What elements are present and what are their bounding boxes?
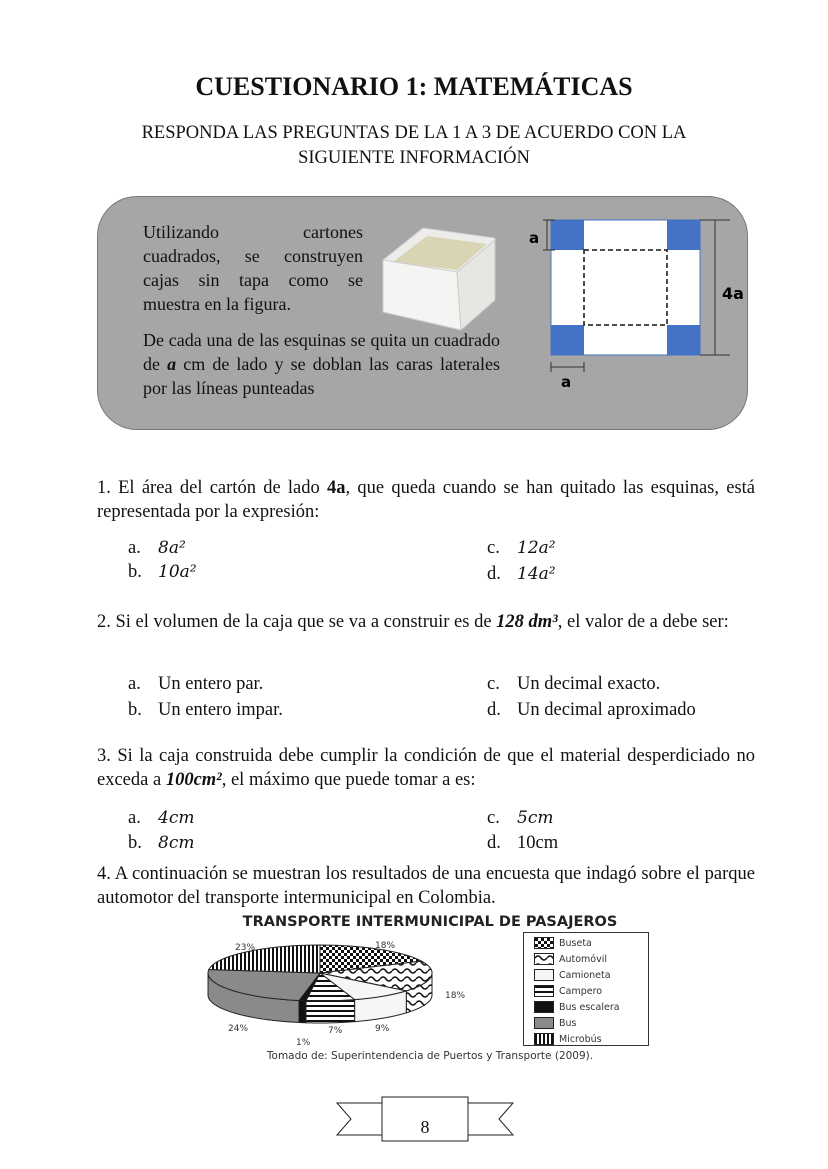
legend-label: Buseta [559, 937, 592, 949]
legend-swatch [534, 953, 554, 965]
legend-swatch [534, 1001, 554, 1013]
option-letter: a. [128, 538, 141, 558]
option-letter: d. [487, 564, 501, 584]
legend-label: Bus [559, 1017, 577, 1029]
q3-option-a[interactable] [128, 808, 194, 829]
pie-chart [200, 935, 520, 1050]
legend-label: Camioneta [559, 969, 611, 981]
legend-swatch [534, 1017, 554, 1029]
question-4: 4. A continuación se muestran los resultados de una encuesta que indagó sobre el parque automotor del transporte intermunicipal en Colombia. [97, 864, 755, 908]
legend-item [524, 983, 648, 999]
option-value: 10cm [517, 833, 559, 853]
cutout-diagram [525, 215, 755, 395]
instructions-line-2: SIGUIENTE INFORMACIÓN [298, 148, 530, 168]
option-letter: a. [128, 674, 141, 694]
legend-item [524, 967, 648, 983]
legend-label: Automóvil [559, 953, 608, 965]
q3-option-d[interactable] [487, 833, 558, 854]
label-4a: 4a [722, 284, 744, 303]
page-title: CUESTIONARIO 1: MATEMÁTICAS [195, 72, 633, 101]
option-letter: c. [487, 674, 500, 694]
pie-label-6: 23% [235, 943, 256, 953]
legend-swatch [534, 985, 554, 997]
legend-swatch [534, 969, 554, 981]
pie-label-1: 18% [445, 991, 466, 1001]
option-value: 8cm [158, 833, 195, 853]
option-value: Un decimal exacto. [517, 674, 661, 694]
instructions-line-1: RESPONDA LAS PREGUNTAS DE LA 1 A 3 DE ACUERDO CON LA [141, 123, 687, 143]
legend-label: Campero [559, 985, 603, 997]
legend-label: Microbús [559, 1033, 602, 1045]
label-a-side: a [529, 229, 540, 247]
legend-item [524, 935, 648, 951]
q2-option-b[interactable] [128, 700, 283, 721]
pie-side-3 [306, 1000, 355, 1023]
q1-option-c[interactable] [487, 538, 556, 559]
text: 2. Si el volumen de la caja que se va a construir es de [97, 612, 497, 632]
pie-label-5: 24% [228, 1024, 249, 1034]
legend-item [524, 1015, 648, 1031]
pie-slice-Microbús [209, 945, 320, 973]
option-letter: b. [128, 562, 142, 582]
emphasis: 4a [327, 478, 346, 498]
pie-label-0: 18% [375, 941, 396, 951]
legend-item [524, 999, 648, 1015]
legend-item [524, 1031, 648, 1047]
option-value: 14a² [517, 564, 556, 584]
q2-option-c[interactable] [487, 674, 660, 695]
option-letter: b. [128, 700, 142, 720]
pie-label-3: 7% [328, 1026, 343, 1036]
option-value: Un entero impar. [158, 700, 283, 720]
q1-option-a[interactable] [128, 538, 186, 559]
pie-label-4: 1% [296, 1038, 311, 1048]
text: , el máximo que puede tomar a es: [221, 770, 476, 790]
q3-option-b[interactable] [128, 833, 194, 854]
option-value: 10a² [158, 562, 197, 582]
page-number: 8 [420, 1117, 430, 1137]
question-2 [97, 610, 755, 634]
info-paragraph-1: Utilizando cartones cuadrados, se construyen cajas sin tapa como se muestra en la figura. [143, 222, 363, 314]
emphasis: 128 dm³ [496, 612, 558, 632]
chart-source: Tomado de: Superintendencia de Puertos y Transporte (2009). [266, 1050, 594, 1062]
pie-label-2: 9% [375, 1024, 390, 1034]
legend-item [524, 951, 648, 967]
chart-legend [523, 932, 649, 1046]
option-letter: a. [128, 808, 141, 828]
option-value: Un entero par. [158, 674, 264, 694]
label-a-bottom: a [561, 373, 572, 391]
pie-side-4 [299, 1001, 306, 1023]
text: 1. El área del cartón de lado [97, 478, 328, 498]
variable-a: a [167, 354, 177, 374]
question-1 [97, 476, 755, 524]
legend-swatch [534, 1033, 554, 1045]
q3-option-c[interactable] [487, 808, 553, 829]
text: , el valor de a debe ser: [557, 612, 729, 632]
info-paragraph-2 [143, 328, 500, 400]
option-value: Un decimal aproximado [517, 700, 696, 720]
q1-option-b[interactable] [128, 562, 197, 583]
q2-option-a[interactable] [128, 674, 263, 695]
text: De cada una de las esquinas se quita un cuadrado de [143, 330, 500, 374]
emphasis: 100cm² [165, 770, 222, 790]
text: , que queda cuando se han quitado las esquinas, está representada por la expresión: [97, 478, 755, 522]
legend-label: Bus escalera [559, 1001, 620, 1013]
option-letter: c. [487, 538, 500, 558]
option-letter: d. [487, 833, 501, 853]
legend-swatch [534, 937, 554, 949]
chart-title: TRANSPORTE INTERMUNICIPAL DE PASAJEROS [242, 914, 618, 930]
option-letter: d. [487, 700, 501, 720]
option-value: 8a² [158, 538, 186, 558]
text: 3. Si la caja construida debe cumplir la condición de que el material desperdiciado no exceda a [97, 746, 755, 790]
question-3 [97, 744, 755, 792]
option-value: 5cm [517, 808, 554, 828]
box-photo [365, 212, 505, 337]
option-value: 12a² [517, 538, 556, 558]
option-value: 4cm [158, 808, 195, 828]
instructions [100, 121, 728, 171]
option-letter: c. [487, 808, 500, 828]
option-letter: b. [128, 833, 142, 853]
text: cm de lado y se doblan las caras laterales por las líneas punteadas [143, 354, 500, 398]
q2-option-d[interactable] [487, 700, 696, 721]
q1-option-d[interactable] [487, 564, 556, 585]
